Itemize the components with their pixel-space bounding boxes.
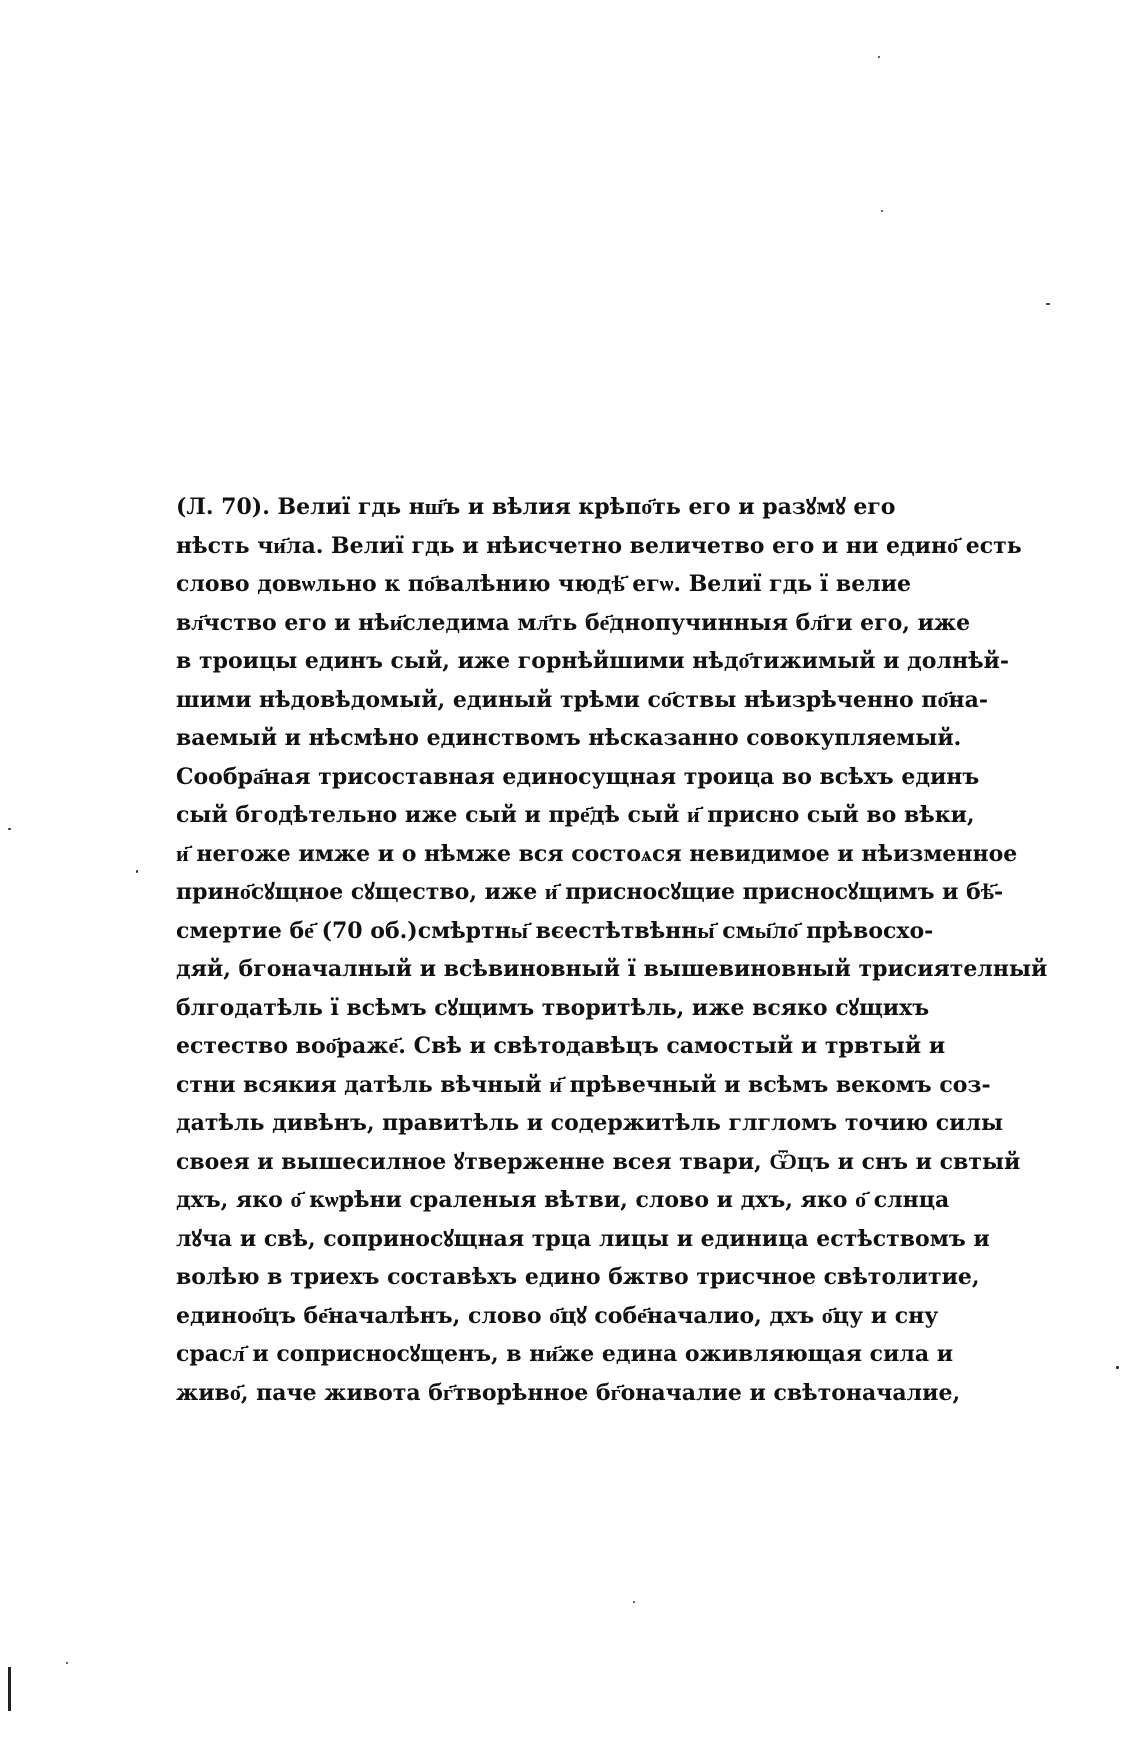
scan-speck — [1116, 1366, 1119, 1369]
text-line: сый бгодѣтельно иже сый и пре҃дѣ сый и҃ присно сый во вѣки, — [176, 802, 975, 828]
text-line: своея и вышесилное ꙋтверженне всея твари, Ѿцъ и снъ и свтый — [176, 1148, 1021, 1175]
scan-speck — [881, 210, 883, 212]
text-line: единоо҃цъ бе҃началѣнъ, слово о҃цꙋ собе҃началио, дхъ о҃цу и сну — [176, 1302, 939, 1329]
text-line: смертие бе҃ (70 об.)смѣртны҃ вєестѣтвѣнны҃ смы҃ло҃ прѣвосхо- — [176, 917, 934, 944]
scan-speck — [878, 56, 880, 58]
text-block — [176, 488, 1048, 1412]
text-line: прино҃сꙋщное сꙋщество, иже и҃ присносꙋщие присносꙋщимъ и бѣ҃- — [176, 879, 1004, 905]
text-line: датѣль дивѣнъ, правитѣль и содержитѣль глгломъ точию силы — [176, 1110, 1004, 1136]
scan-speck — [66, 1662, 68, 1664]
text-line: в троицы единъ сый, иже горнѣйшими нѣдо҃тижимый и долнѣй- — [176, 648, 1009, 674]
text-line: живо҃, паче живота бг҃творѣнное бг҃оначалие и свѣтоначалие, — [176, 1379, 961, 1406]
text-line: блгодатѣль ї всѣмъ сꙋщимъ творитѣль, иже всяко сꙋщихъ — [176, 994, 930, 1021]
scan-speck — [136, 870, 138, 873]
scan-speck — [1046, 303, 1050, 305]
scan-speck — [8, 828, 11, 830]
scan-edge-mark — [8, 1667, 11, 1711]
text-line: Сообра҃ная трисоставная единосущная троица во всѣхъ единъ — [176, 763, 980, 790]
text-line: волѣю в триехъ составѣхъ едино бжтво трисчное свѣтолитие, — [176, 1264, 980, 1290]
text-line: лꙋча и свѣ, соприносꙋщная трца лицы и единица естѣствомъ и — [176, 1225, 990, 1252]
text-line: дяй, бгоначалный и всѣвиновный ї вышевиновный трисиятелный — [176, 956, 1048, 982]
text-line: стни всякия датѣль вѣчный и҃ прѣвечный и всѣмъ векомъ соз- — [176, 1071, 991, 1098]
text-line: нѣсть чи҃ла. Велиї гдь и нѣисчетно величетво его и ни едино҃ есть — [176, 532, 1022, 559]
text-line: срасл҃ и соприсносꙋщенъ, в ни҃же едина оживляющая сила и — [176, 1341, 954, 1367]
text-line: шими нѣдовѣдомый, единый трѣми со҃ствы нѣизрѣченно по҃на- — [176, 686, 988, 713]
text-line: дхъ, яко о҃ кѡрѣни сраленыя вѣтви, слово и дхъ, яко о҃ слнца — [176, 1187, 950, 1213]
scan-speck — [633, 1601, 635, 1603]
text-line: естество воо҃раже҃. Свѣ и свѣтодавѣцъ самостый и трвтый и — [176, 1033, 946, 1059]
text-line: ваемый и нѣсмѣно единствомъ нѣсказанно совокупляемый. — [176, 725, 962, 751]
text-line: (Л. 70). Велиї гдь нш҃ъ и вѣлия крѣпо҃ть его и разꙋмꙋ его — [176, 494, 896, 520]
text-line: вл҃чство его и нѣи҃следима мл҃ть бе҃днопучинныя бл҃ги его, иже — [176, 609, 971, 636]
text-line: и҃ негоже имже и о нѣмже вся состоѧся невидимое и нѣизменное — [176, 840, 1018, 867]
text-line: слово довѡльно к по҃валѣнию чюдѣ҃ егѡ. Велиї гдь ї велие — [176, 571, 912, 597]
